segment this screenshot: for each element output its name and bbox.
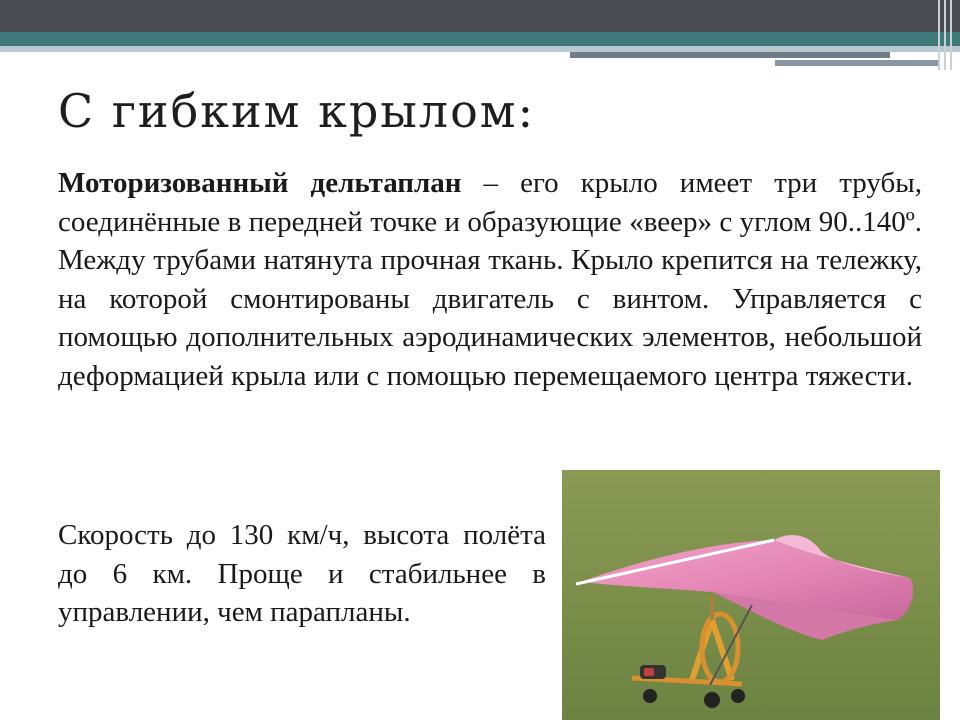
- slide-title: С гибким крылом:: [58, 84, 536, 138]
- hang-glider-photo: [562, 470, 940, 720]
- main-paragraph: [58, 164, 922, 395]
- header-stripe-short: [775, 60, 940, 66]
- header-stripe: [570, 52, 890, 58]
- speed-paragraph: Скорость до 130 км/ч, высота полёта до 6 км. Проще и стабильнее в управлении, чем парапланы.: [58, 519, 546, 628]
- main-paragraph-text: – его крыло имеет три трубы, соединённые в передней точке и образующие «веер» с углом 90..140º. Между трубами натянута прочная ткань. Крыло крепится на тележку, на которой смонтированы двигатель с винтом. Управляется с помощью дополнительных аэродинамических элементов, небольшой деформацией крыла или с помощью перемещаемого центра тяжести.: [58, 167, 922, 392]
- corner-decoration: [936, 0, 952, 70]
- term-bold: Моторизованный дельтаплан: [58, 167, 462, 199]
- header-bar-teal: [0, 32, 960, 46]
- hang-glider-illustration: [562, 470, 940, 720]
- header-bar-dark: [0, 0, 960, 32]
